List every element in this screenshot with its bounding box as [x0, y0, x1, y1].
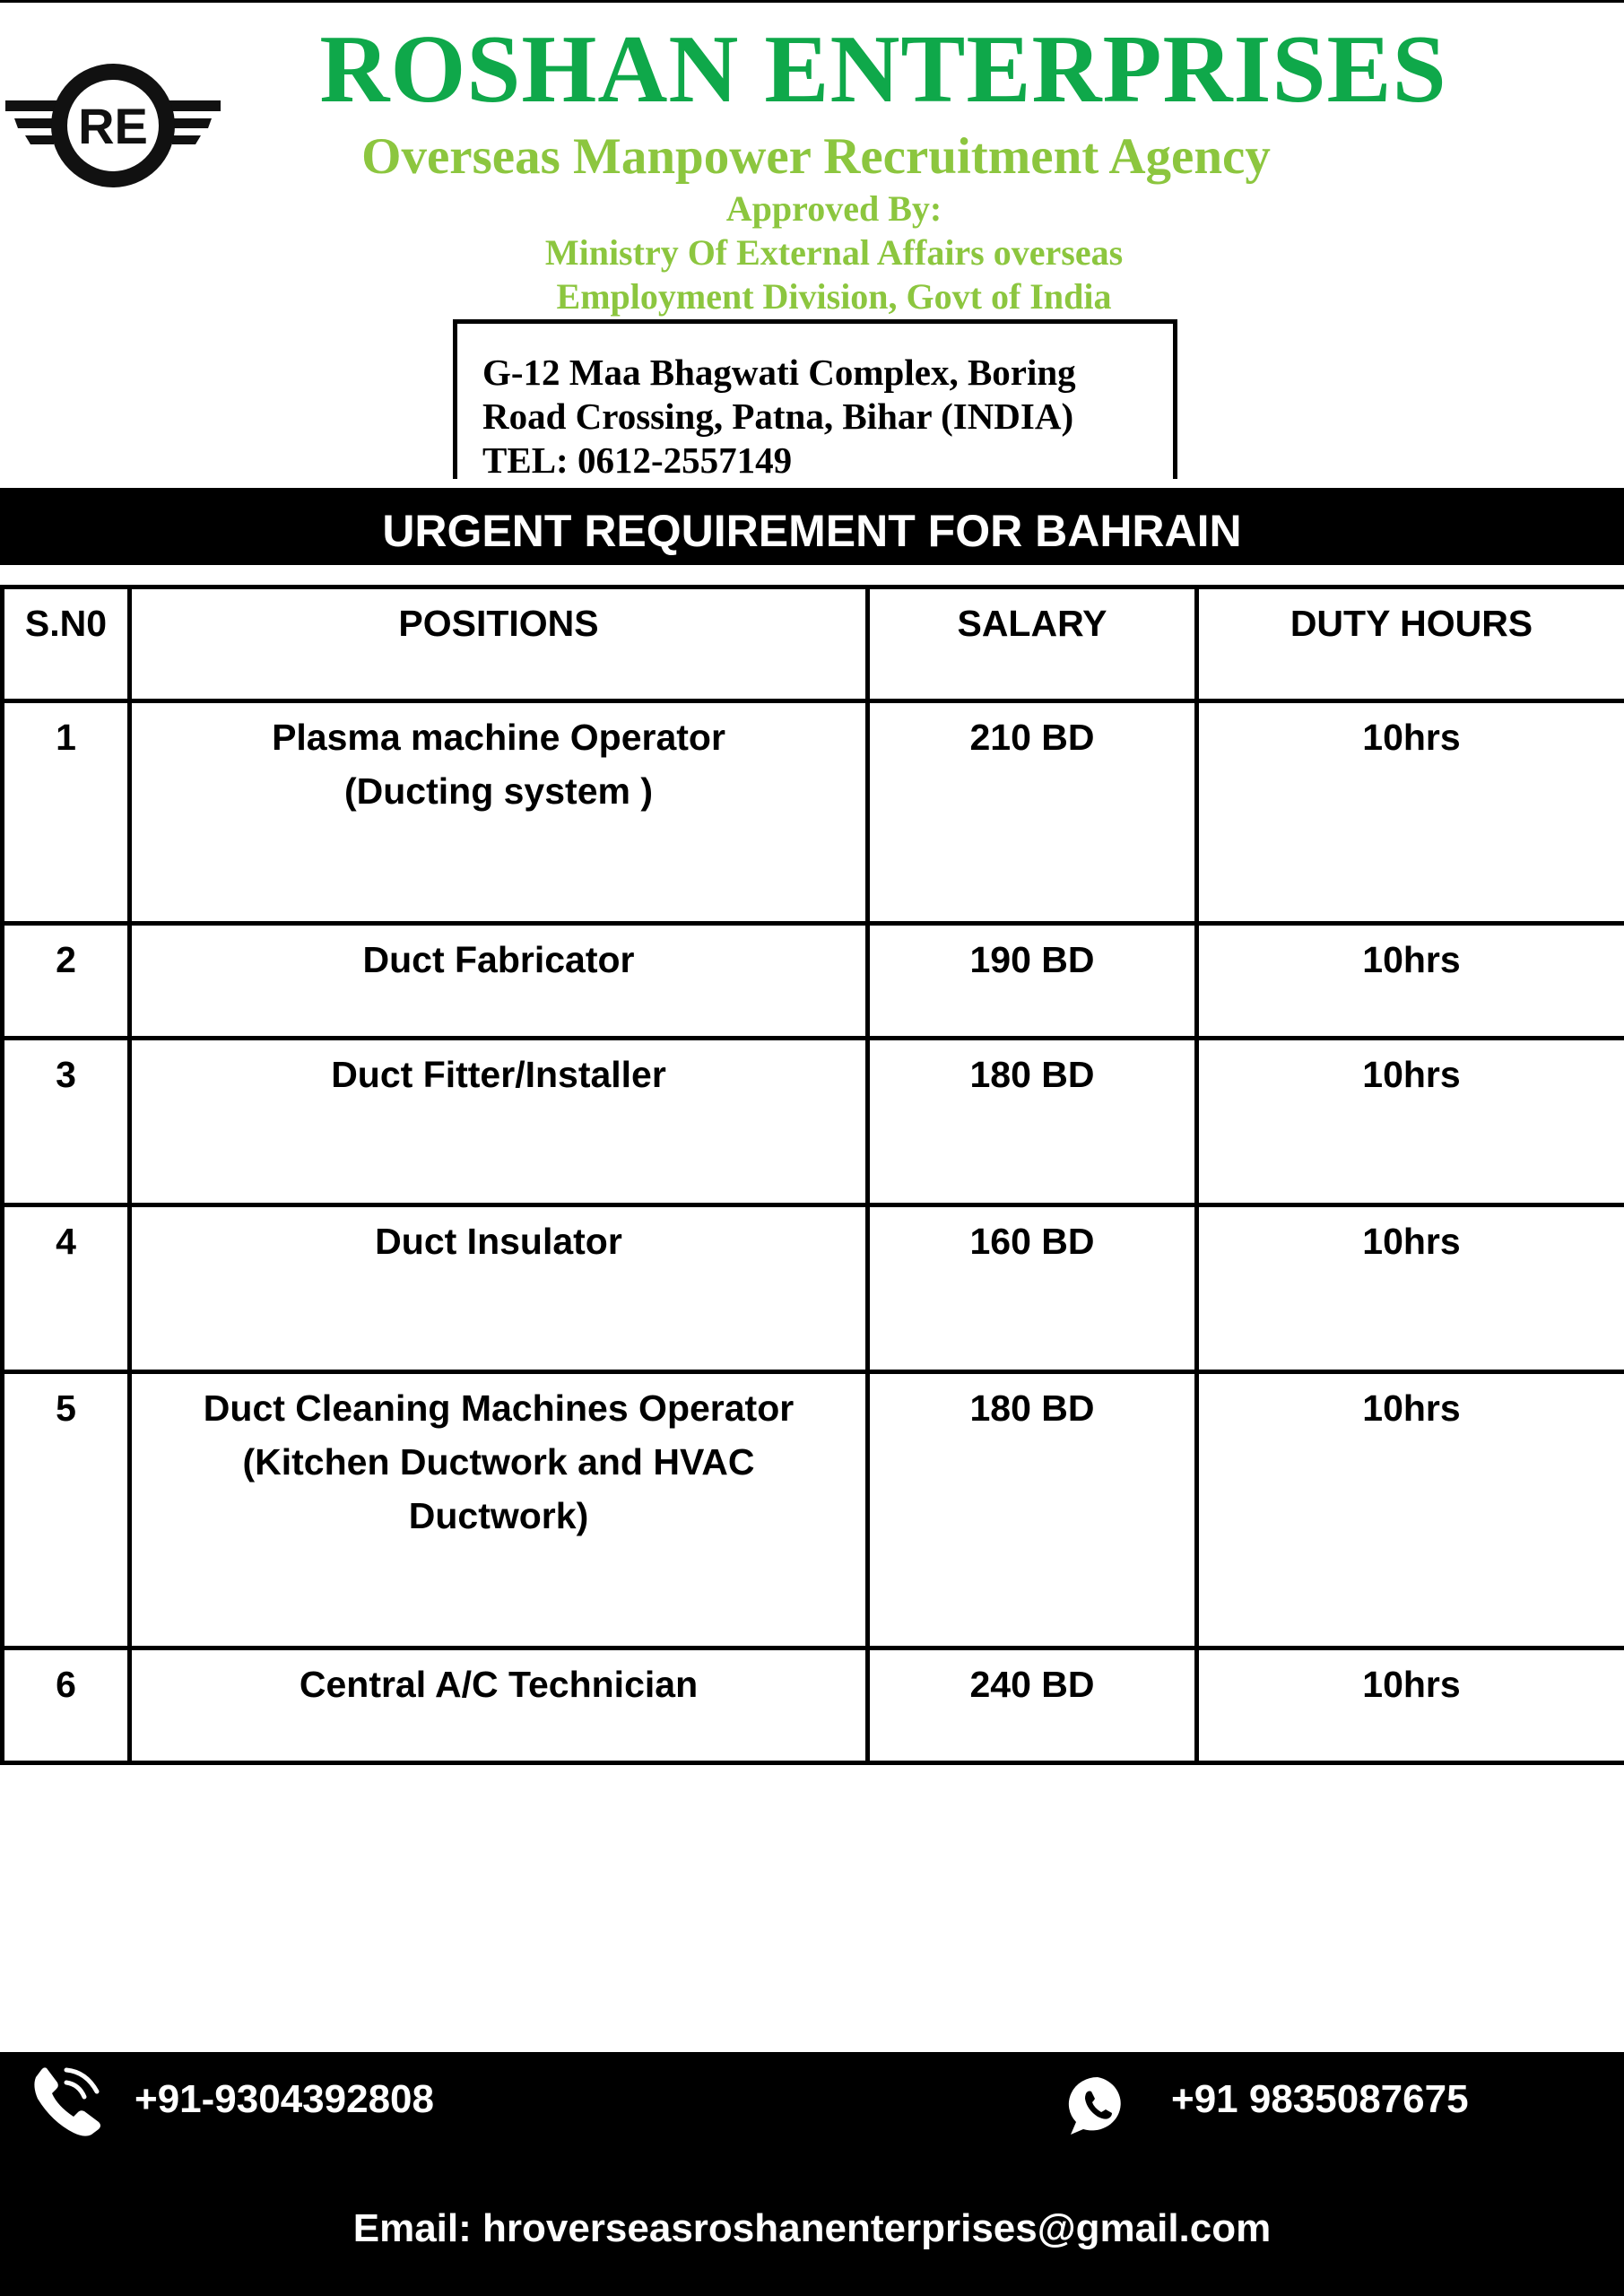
cell-position: [130, 1372, 868, 1648]
cell-hours: 10hrs: [1197, 1205, 1624, 1372]
cell-hours: 10hrs: [1197, 1372, 1624, 1648]
cell-sno: 6: [3, 1648, 130, 1763]
cell-position: [130, 1205, 868, 1372]
address-line: Road Crossing, Patna, Bihar (INDIA): [482, 396, 1074, 437]
cell-sno: 4: [3, 1205, 130, 1372]
company-name: ROSHAN ENTERPRISES: [319, 16, 1447, 123]
position-line: Duct Cleaning Machines Operator: [203, 1387, 795, 1429]
position-line: Central A/C Technician: [299, 1664, 699, 1705]
cell-salary: 180 BD: [868, 1039, 1197, 1205]
company-logo: [5, 61, 221, 191]
cell-sno: 1: [3, 701, 130, 924]
approval-line: Ministry Of External Affairs overseas: [544, 232, 1124, 273]
cell-salary: 160 BD: [868, 1205, 1197, 1372]
table-row: [3, 1372, 1624, 1648]
positions-table: [0, 585, 1624, 1765]
cell-hours: 10hrs: [1197, 701, 1624, 924]
header-sno: S.N0: [3, 587, 130, 701]
position-line: Duct Fabricator: [362, 939, 635, 980]
position-line: Ductwork): [408, 1495, 589, 1536]
position-line: Duct Insulator: [375, 1221, 622, 1262]
cell-hours: 10hrs: [1197, 1039, 1624, 1205]
contact-footer: [0, 2052, 1624, 2296]
cell-salary: 210 BD: [868, 701, 1197, 924]
table-row: [3, 1039, 1624, 1205]
requirement-banner: URGENT REQUIREMENT FOR BAHRAIN: [0, 488, 1624, 565]
address-box: [453, 319, 1177, 479]
telephone-line: TEL: 0612-2557149: [482, 439, 793, 481]
header-salary: SALARY: [868, 587, 1197, 701]
cell-position: [130, 924, 868, 1039]
header-positions: POSITIONS: [130, 587, 868, 701]
approval-line: Employment Division, Govt of India: [556, 276, 1112, 317]
tagline: Overseas Manpower Recruitment Agency: [361, 128, 1271, 185]
position-line: (Ducting system ): [344, 770, 653, 812]
cell-sno: 3: [3, 1039, 130, 1205]
table-row: [3, 701, 1624, 924]
position-line: Plasma machine Operator: [272, 717, 725, 758]
cell-sno: 2: [3, 924, 130, 1039]
whatsapp-phone-number[interactable]: +91 9835087675: [1171, 2077, 1469, 2121]
header-duty-hours: DUTY HOURS: [1197, 587, 1624, 701]
table-row: [3, 1205, 1624, 1372]
logo-text: RE: [78, 98, 148, 154]
whatsapp-icon: [1065, 2074, 1130, 2138]
cell-salary: 190 BD: [868, 924, 1197, 1039]
primary-phone-number[interactable]: +91-9304392808: [135, 2077, 434, 2121]
cell-salary: 180 BD: [868, 1372, 1197, 1648]
table-row: [3, 1648, 1624, 1763]
cell-hours: 10hrs: [1197, 924, 1624, 1039]
cell-sno: 5: [3, 1372, 130, 1648]
cell-position: [130, 1648, 868, 1763]
approval-line: Approved By:: [725, 188, 942, 229]
phone-icon: [30, 2063, 106, 2138]
contact-email[interactable]: Email: hroverseasroshanenterprises@gmail.com: [352, 2206, 1272, 2250]
top-rule: [0, 0, 1624, 3]
cell-hours: 10hrs: [1197, 1648, 1624, 1763]
table-row: [3, 924, 1624, 1039]
position-line: Duct Fitter/Installer: [331, 1054, 666, 1095]
table-header-row: [3, 587, 1624, 701]
address-line: G-12 Maa Bhagwati Complex, Boring: [482, 352, 1076, 393]
position-line: (Kitchen Ductwork and HVAC: [242, 1441, 755, 1483]
cell-position: [130, 701, 868, 924]
approval-statement: [341, 187, 1327, 318]
cell-position: [130, 1039, 868, 1205]
cell-salary: 240 BD: [868, 1648, 1197, 1763]
